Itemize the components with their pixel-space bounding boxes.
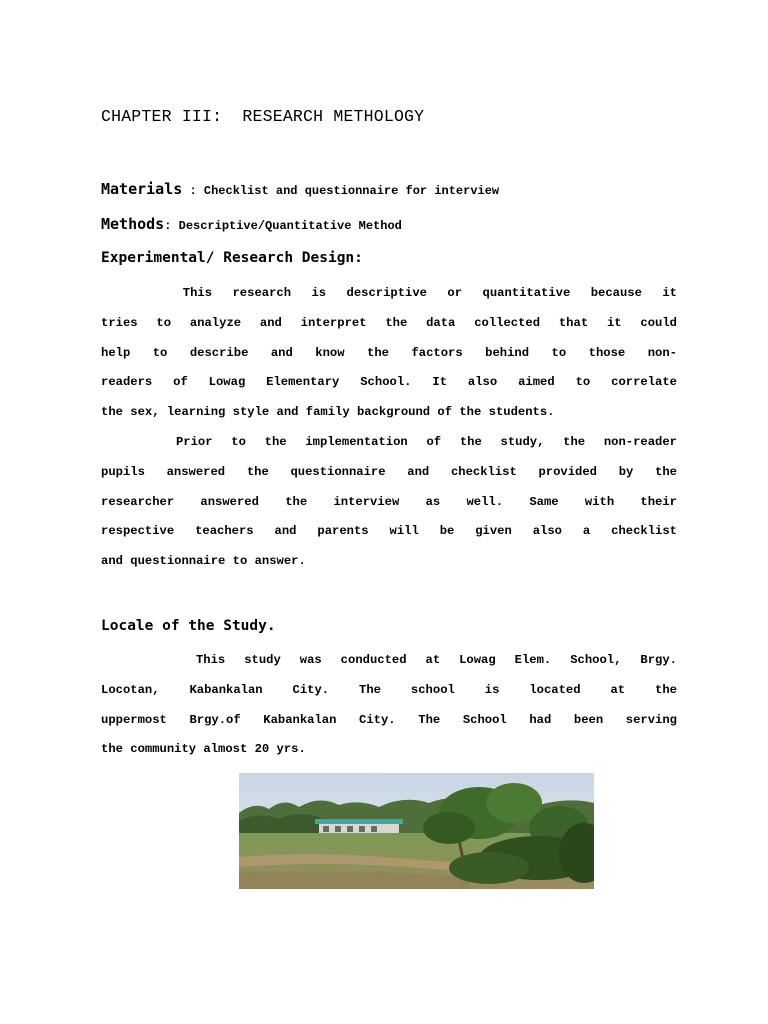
paragraph-line: uppermost Brgy.of Kabankalan City. The School had been serving	[101, 712, 677, 727]
methods-label: Methods	[101, 215, 165, 233]
paragraph-line: readers of Lowag Elementary School. It also aimed to correlate	[101, 375, 677, 390]
design-paragraph-1	[101, 279, 677, 428]
materials-line	[101, 180, 499, 199]
paragraph-line: This study was conducted at Lowag Elem. School, Brgy.	[101, 653, 677, 667]
paragraph-line: the community almost 20 yrs.	[101, 742, 306, 757]
methods-value: : Descriptive/Quantitative Method	[164, 219, 402, 233]
paragraph-line: respective teachers and parents will be given also a checklist	[101, 524, 677, 539]
paragraph-line: pupils answered the questionnaire and checklist provided by the	[101, 464, 677, 479]
design-paragraph-2	[101, 428, 677, 577]
materials-label: Materials	[101, 180, 183, 198]
design-heading: Experimental/ Research Design:	[101, 250, 363, 266]
paragraph-line: and questionnaire to answer.	[101, 554, 306, 569]
materials-value: : Checklist and questionnaire for interview	[182, 184, 500, 198]
paragraph-line: Locotan, Kabankalan City. The school is located at the	[101, 682, 677, 697]
locale-paragraph	[101, 646, 677, 765]
paragraph-line: the sex, learning style and family background of the students.	[101, 405, 555, 420]
paragraph-line: help to describe and know the factors behind to those non-	[101, 345, 677, 360]
paragraph-line: Prior to the implementation of the study, the non-reader	[101, 435, 677, 449]
paragraph-line: This research is descriptive or quantitative because it	[101, 286, 677, 300]
methods-line	[101, 215, 402, 234]
paragraph-line: tries to analyze and interpret the data collected that it could	[101, 315, 677, 330]
school-photo	[239, 773, 594, 889]
paragraph-line: researcher answered the interview as well. Same with their	[101, 494, 677, 509]
chapter-title: CHAPTER III: RESEARCH METHOLOGY	[101, 107, 425, 126]
locale-heading: Locale of the Study.	[101, 618, 276, 634]
